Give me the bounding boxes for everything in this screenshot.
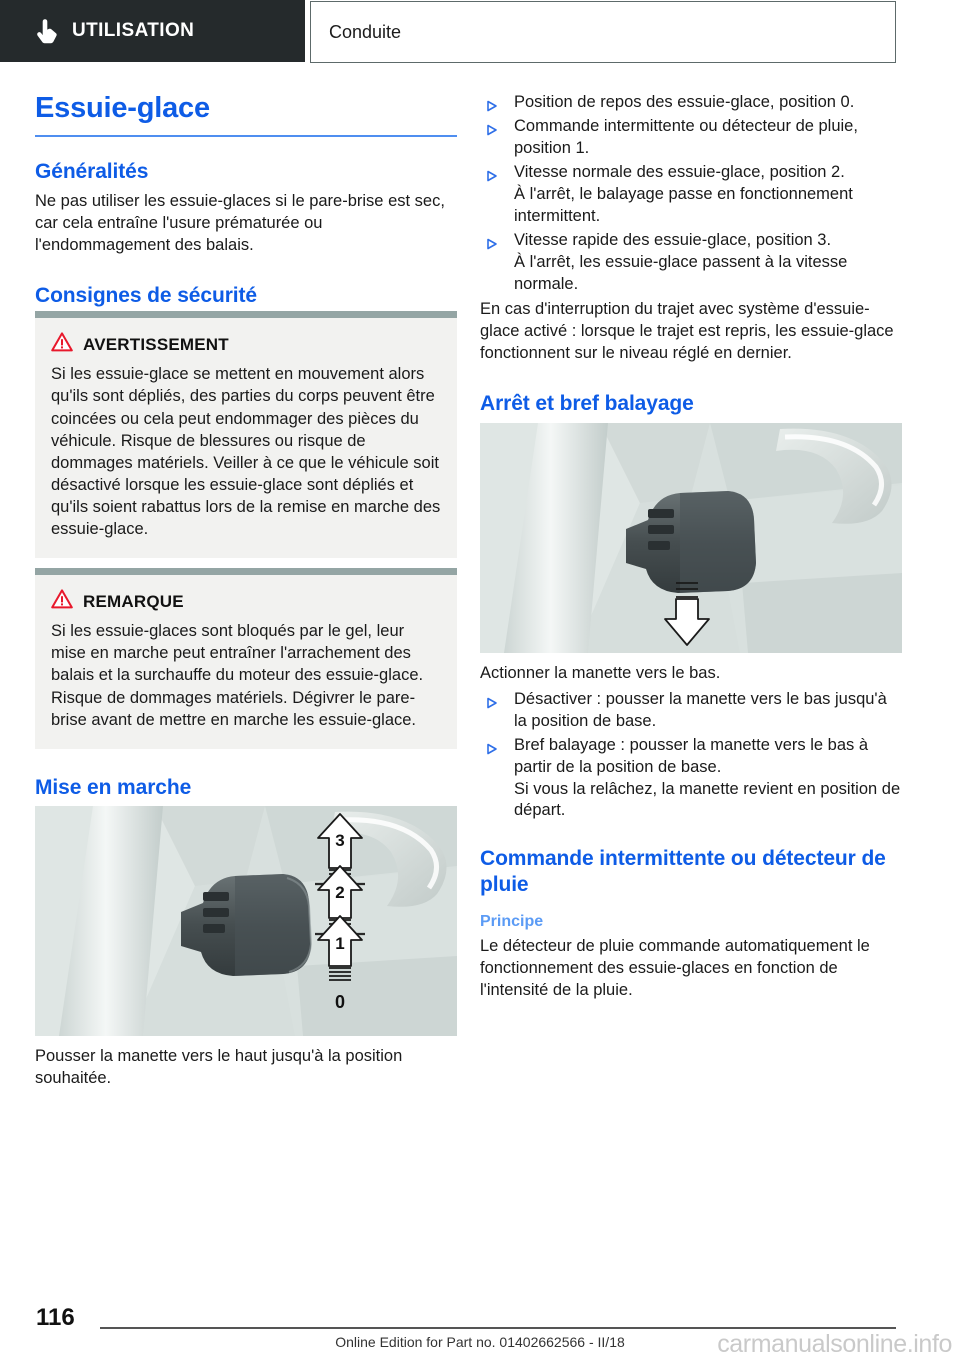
page-header (0, 0, 960, 66)
spacer (480, 904, 902, 912)
triangle-bullet-icon (486, 235, 498, 247)
figure-caption-mise-en-marche: Pousser la manette vers le haut jusqu'à la position souhaitée. (35, 1047, 403, 1088)
position-list (480, 92, 902, 295)
heading-consignes: Consignes de sécurité (35, 283, 257, 307)
heading-commande-intermittente: Commande intermittente ou détecteur de pluie (480, 847, 886, 897)
heading-mise-en-marche: Mise en marche (35, 775, 192, 799)
list-item (480, 230, 902, 296)
warning-triangle-icon (51, 332, 73, 357)
warning-box-top-bar (35, 311, 457, 318)
note-box (35, 568, 457, 749)
note-box-title-row (51, 589, 441, 614)
triangle-bullet-icon (486, 97, 498, 109)
wiper-stalk-up-positions-figure (35, 806, 457, 1036)
warning-box-title-row (51, 332, 441, 357)
breadcrumb-label: Conduite (329, 21, 402, 42)
triangle-bullet-icon (486, 121, 498, 133)
list-item-label: Position de repos des essuie-glace, position 0. (514, 93, 855, 111)
right-column (480, 92, 902, 1005)
footer-edition-note: Online Edition for Part no. 01402662566 - II/18 (335, 1334, 625, 1350)
figure-label-2: 2 (335, 883, 345, 903)
warning-triangle-icon (51, 589, 73, 614)
paragraph-principe: Le détecteur de pluie commande automatiquement le fonctionnement des essuie-glaces en fonction de l'intensité de la pluie. (480, 936, 870, 999)
footer-divider (100, 1327, 896, 1329)
list-item-subtext: À l'arrêt, le balayage passe en fonctionnement intermittent. (514, 184, 853, 225)
list-item-subtext: À l'arrêt, les essuie-glace passent à la vitesse normale. (514, 252, 848, 293)
list-item (480, 116, 902, 160)
note-box-top-bar (35, 568, 457, 575)
warning-box-text: Si les essuie-glace se mettent en mouvement alors qu'ils sont dépliés, des parties du corps peuvent être coincées ou cela peut endommager des pièces du véhicule. Risque de blessures ou risque de dommages matériels. Veiller à ce que le véhicule soit désactivé lorsque les essuie-glace sont dépliés et qu'ils soient rabattus lors de la remise en marche des essuie-glace. (51, 365, 441, 539)
triangle-bullet-icon (486, 167, 498, 179)
header-section-tab[interactable] (0, 0, 305, 62)
paragraph-generalites: Ne pas utiliser les essuie-glaces si le pare-brise est sec, car cela entraîne l'usure prématurée ou l'endommagement des balais. (35, 191, 445, 254)
list-item-label: Bref balayage : pousser la manette vers le bas à partir de la position de base. (514, 735, 869, 776)
figure-label-3: 3 (335, 831, 345, 851)
warning-box (35, 311, 457, 558)
list-item-label: Vitesse rapide des essuie-glace, position 3. (514, 230, 832, 249)
spacer (35, 558, 457, 568)
note-box-text: Si les essuie-glaces sont bloqués par le gel, leur mise en marche peut entraîner l'arrachement des balais et la surchauffe du moteur des essuie-glace. Risque de dommages matériels. Dégivrer le pare-brise avant de mettre en marche les essuie-glace. (51, 622, 424, 729)
figure-label-0: 0 (334, 992, 346, 1013)
page-title: Essuie-glace (35, 92, 210, 124)
triangle-bullet-icon (486, 740, 498, 752)
arret-list (480, 689, 902, 823)
spacer (35, 261, 457, 283)
header-section-label: UTILISATION (72, 20, 195, 41)
spacer (480, 824, 902, 846)
spacer (35, 749, 457, 775)
title-rule (35, 135, 457, 137)
note-box-body (35, 575, 457, 749)
page-number: 116 (36, 1304, 75, 1331)
wiper-stalk-down-arrow-figure (480, 423, 902, 653)
subheading-principe: Principe (480, 912, 544, 930)
figure-caption-arret: Actionner la manette vers le bas. (480, 663, 721, 682)
figure-label-1: 1 (335, 934, 345, 954)
list-item (480, 162, 902, 228)
triangle-bullet-icon (486, 694, 498, 706)
left-column (35, 92, 457, 1090)
list-item (480, 92, 902, 114)
watermark: carmanualsonline.info (717, 1330, 952, 1358)
list-item (480, 689, 902, 733)
heading-generalites: Généralités (35, 160, 149, 184)
list-item-label: Commande intermittente ou détecteur de pluie, position 1. (514, 116, 858, 157)
list-item-label: Vitesse normale des essuie-glace, position 2. (514, 162, 845, 181)
spacer (480, 369, 902, 391)
warning-box-title: AVERTISSEMENT (83, 334, 229, 354)
list-item (480, 735, 902, 823)
warning-box-body (35, 318, 457, 558)
note-box-title: REMARQUE (83, 591, 184, 611)
list-item-subtext: Si vous la relâchez, la manette revient en position de départ. (514, 779, 901, 820)
list-item-label: Désactiver : pousser la manette vers le bas jusqu'à la position de base. (514, 689, 887, 730)
paragraph-interruption: En cas d'interruption du trajet avec système d'essuie-glace activé : lorsque le trajet est repris, les essuie-glace fonctionnent sur le niveau réglé en dernier. (480, 300, 894, 363)
breadcrumb[interactable] (310, 1, 896, 63)
heading-arret-bref-balayage: Arrêt et bref balayage (480, 392, 694, 416)
page-footer (0, 1290, 960, 1362)
pointing-hand-icon (36, 18, 58, 44)
